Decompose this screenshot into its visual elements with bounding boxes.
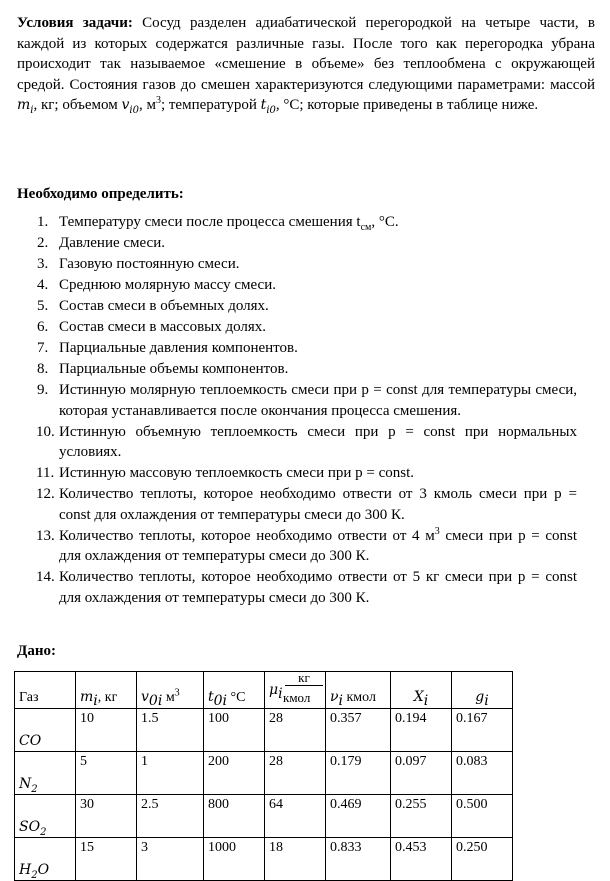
- conditions-text: Сосуд разделен адиабатической перегородкой на четыре части, в каждой из которых содержатся различные газы. После того как перегородка убрана происходит так называемое «смешение в объеме» без теплообмена с окружающей средой. Состояния газов до смешен характеризуются следующими параметрами: массой: [17, 15, 596, 93]
- task-number: 10.: [36, 423, 55, 440]
- task-item: 12. Количество теплоты, которое необходимо отвести от 3 кмоль смеси при p = const для охлаждения от температуры смеси до 300 К.: [36, 486, 577, 523]
- cell-g: 0.083: [452, 752, 513, 795]
- gas-cell: CO: [15, 709, 76, 752]
- task-number: 6.: [37, 319, 49, 335]
- cell-nu: 0.833: [326, 838, 391, 881]
- cell-t: 1000: [204, 838, 265, 881]
- cell-v: 1.5: [137, 709, 204, 752]
- cell-v: 3: [137, 838, 204, 881]
- task-number: 4.: [37, 277, 49, 293]
- col-temperature: $t_{0i}$ °С: [204, 672, 265, 709]
- cell-x: 0.097: [391, 752, 452, 795]
- col-mass-fraction: $g_i$: [452, 672, 513, 709]
- cell-g: 0.500: [452, 795, 513, 838]
- cell-nu: 0.179: [326, 752, 391, 795]
- cell-m: 30: [76, 795, 137, 838]
- task-number: 1.: [37, 214, 49, 230]
- gas-cell: $N_2$: [15, 752, 76, 795]
- task-item: 14. Количество теплоты, которое необходимо отвести от 5 кг смеси при p = const для охлаждения от температуры смеси до 300 К.: [36, 569, 577, 606]
- cell-mu: 28: [265, 752, 326, 795]
- cell-v: 1: [137, 752, 204, 795]
- gas-cell: $SO_2$: [15, 795, 76, 838]
- cell-x: 0.194: [391, 709, 452, 752]
- task-item: 4. Среднюю молярную массу смеси.: [17, 275, 577, 296]
- task-item: 1. Температуру смеси после процесса смешения $t_{см}$, °С.: [37, 214, 399, 233]
- task-item: 8. Парциальные объемы компонентов.: [17, 359, 577, 380]
- mass-symbol: $m_i$: [17, 97, 34, 116]
- task-item: 5. Состав смеси в объемных долях.: [17, 296, 577, 317]
- task-number: 7.: [37, 340, 49, 356]
- cell-m: 15: [76, 838, 137, 881]
- col-moles: $\nu_i$ кмол: [326, 672, 391, 709]
- task-item: 9. Истинную молярную теплоемкость смеси при p = const для температуры смеси, которая устанавливается после окончания процесса смешения.: [37, 382, 577, 419]
- cell-g: 0.167: [452, 709, 513, 752]
- task-number: 13.: [36, 527, 55, 544]
- task-number: 8.: [37, 361, 49, 377]
- gas-cell: $H_2O$: [15, 838, 76, 881]
- temperature-symbol: $t_{i0}$: [260, 97, 276, 116]
- table-row: [15, 752, 513, 795]
- given-heading: Дано:: [17, 643, 56, 659]
- cell-g: 0.250: [452, 838, 513, 881]
- problem-conditions: Условия задачи: Сосуд разделен адиабатической перегородкой на четыре части, в каждой из которых содержатся различные газы. После того как перегородка убрана происходит так называемое «смешение в объеме» без теплообмена с окружающей средой. Состояния газов до смешен характеризуются следующими параметрами: массой $m_i$, кг; объемом $v_{i0}$, $м^3$; температурой $t_{i0}$, °С; которые приведены в таблице ниже.: [17, 15, 596, 116]
- cell-x: 0.453: [391, 838, 452, 881]
- col-mass: $m_i$, кг: [76, 672, 137, 709]
- task-item: 6. Состав смеси в массовых долях.: [17, 317, 577, 338]
- required-heading: Необходимо определить:: [17, 186, 184, 202]
- task-item: 10. Истинную объемную теплоемкость смеси при p = const при нормальных условиях.: [36, 423, 577, 460]
- cell-t: 200: [204, 752, 265, 795]
- cell-mu: 28: [265, 709, 326, 752]
- table-row: [15, 709, 513, 752]
- task-item: 7. Парциальные давления компонентов.: [17, 338, 577, 359]
- task-number: 11.: [36, 465, 55, 481]
- task-number: 14.: [36, 569, 55, 585]
- cell-nu: 0.357: [326, 709, 391, 752]
- task-number: 12.: [36, 486, 55, 502]
- task-item: 11. Истинную массовую теплоемкость смеси при p = const.: [17, 463, 577, 484]
- task-list: [17, 212, 577, 609]
- cell-mu: 18: [265, 838, 326, 881]
- cell-m: 10: [76, 709, 137, 752]
- conditions-label: Условия задачи:: [17, 15, 133, 31]
- col-gas: Газ: [15, 672, 76, 709]
- table-header-row: [15, 672, 513, 709]
- cell-t: 800: [204, 795, 265, 838]
- task-number: 9.: [37, 382, 49, 398]
- cell-nu: 0.469: [326, 795, 391, 838]
- task-item: 3. Газовую постоянную смеси.: [17, 254, 577, 275]
- volume-symbol: $v_{i0}$: [121, 97, 139, 116]
- col-volume: $v_{0i}$ $м^3$: [137, 672, 204, 709]
- task-number: 3.: [37, 256, 49, 272]
- cell-mu: 64: [265, 795, 326, 838]
- cell-t: 100: [204, 709, 265, 752]
- col-molar-mass: $\mu_i$ кг кмол: [265, 672, 326, 709]
- table-row: [15, 795, 513, 838]
- col-volume-fraction: $X_i$: [391, 672, 452, 709]
- cell-x: 0.255: [391, 795, 452, 838]
- task-item: 13. Количество теплоты, которое необходимо отвести от 4 $м^3$ смеси при p = const для охлаждения от температуры смеси до 300 К.: [36, 525, 577, 564]
- cell-v: 2.5: [137, 795, 204, 838]
- given-table: [14, 671, 513, 881]
- task-number: 5.: [37, 298, 49, 314]
- task-item: 2. Давление смеси.: [17, 233, 577, 254]
- task-number: 2.: [37, 235, 49, 251]
- cell-m: 5: [76, 752, 137, 795]
